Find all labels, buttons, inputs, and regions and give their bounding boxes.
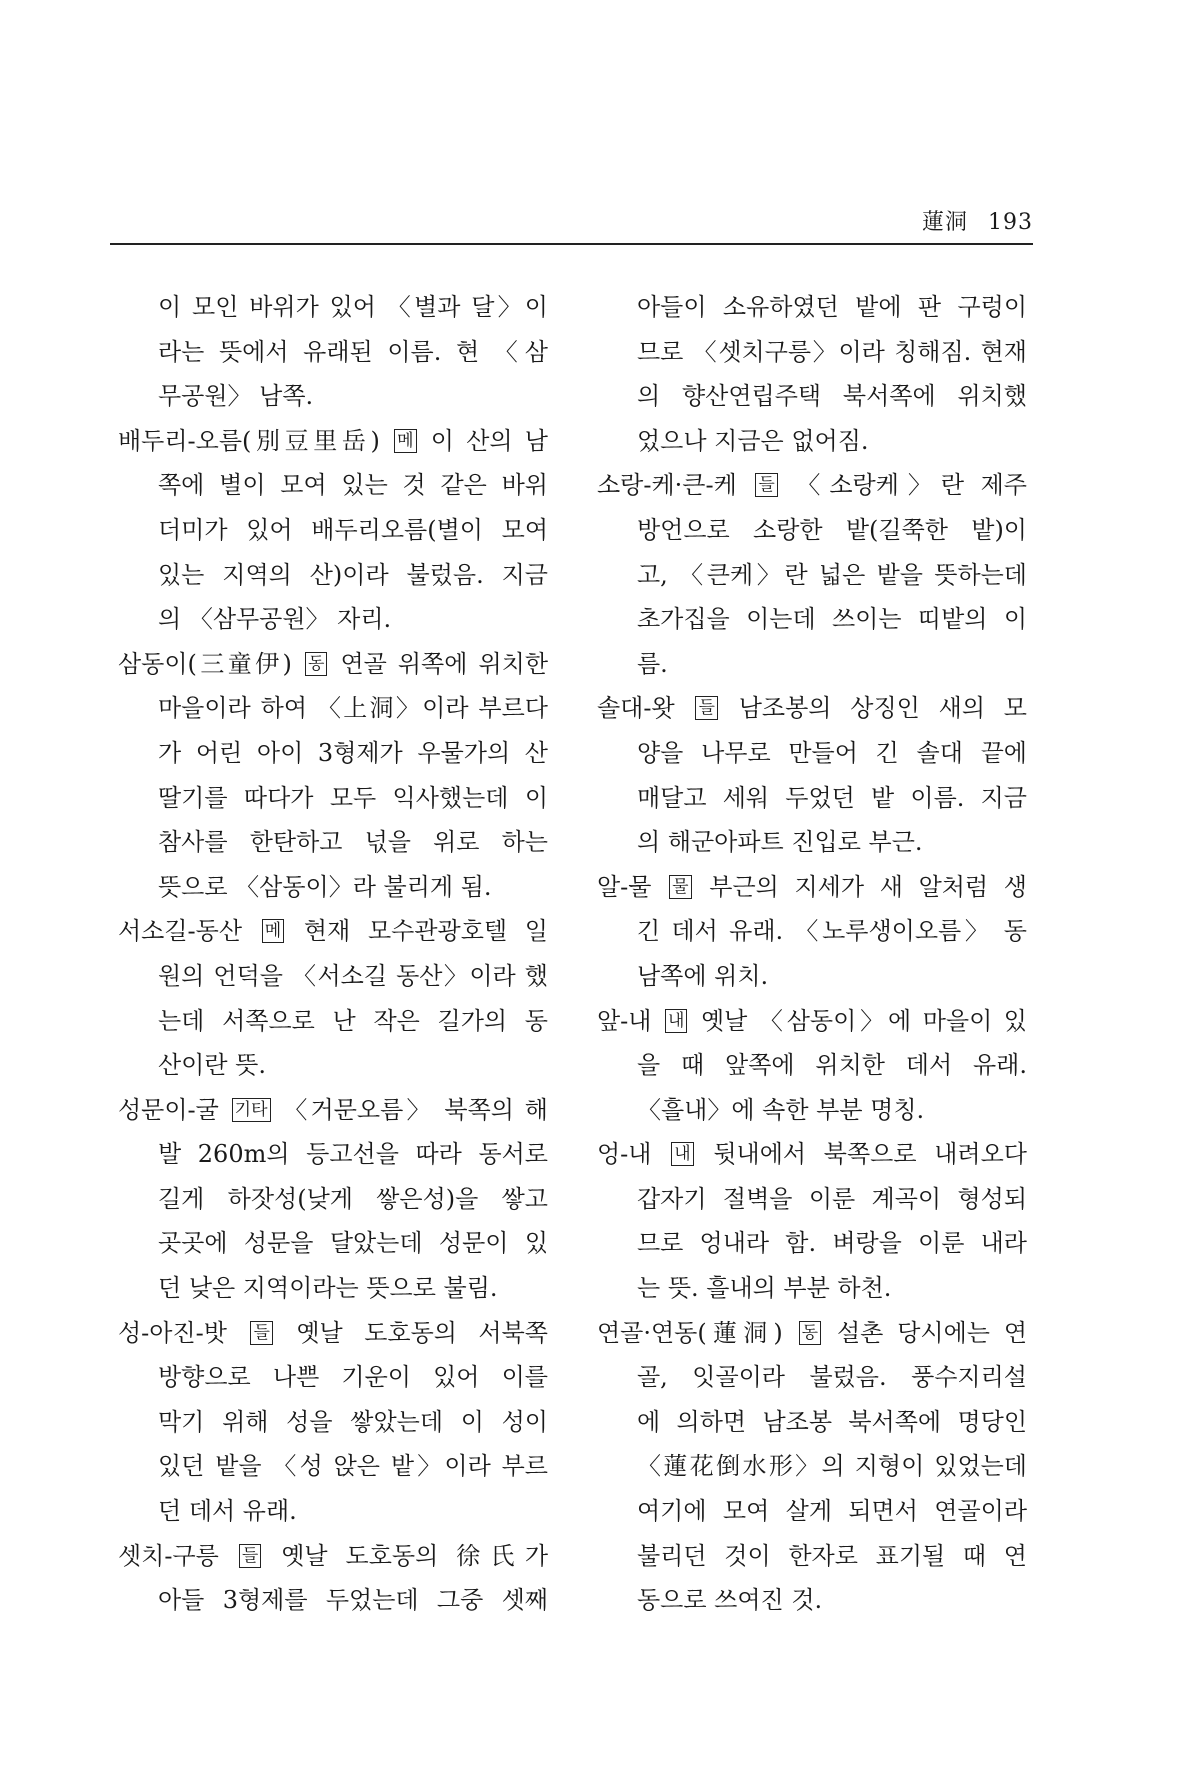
text-line: 에 의하면 남조봉 북서쪽에 명당인 xyxy=(637,1407,1027,1436)
text-line: 매달고 세워 두었던 밭 이름. 지금 xyxy=(637,783,1027,812)
entry-text: 옛날 도호동의 徐氏가 xyxy=(281,1541,548,1570)
entry-headword: 연골·연동(蓮洞) xyxy=(597,1318,783,1347)
category-badge: 들 xyxy=(755,473,777,497)
right-column xyxy=(597,285,1027,1623)
entry-headword-line xyxy=(118,1311,548,1356)
text-line: 불리던 것이 한자로 표기될 때 연 xyxy=(637,1541,1027,1570)
entry-text: 뒷내에서 북쪽으로 내려오다 xyxy=(713,1140,1027,1169)
text-line: 마을이라 하여 〈上洞〉이라 부르다 xyxy=(158,694,548,723)
text-line: 막기 위해 성을 쌓았는데 이 성이 xyxy=(158,1407,548,1436)
text-line: 는 뜻. 흘내의 부분 하천. xyxy=(637,1274,892,1303)
entry-headword-line xyxy=(118,1088,548,1133)
entry-text: 현재 모수관광호텔 일 xyxy=(303,917,548,946)
text-line: 므로 엉내라 함. 벼랑을 이룬 내라 xyxy=(637,1229,1027,1258)
text-line: 동으로 쓰여진 것. xyxy=(637,1586,823,1615)
entry-headword-line xyxy=(597,686,1027,731)
text-line: 남쪽에 위치. xyxy=(637,961,769,990)
text-line: 길게 하잣성(낮게 쌓은성)을 쌓고 xyxy=(158,1184,548,1213)
text-line: 아들이 소유하였던 밭에 판 구렁이 xyxy=(637,293,1027,321)
text-line: 산이란 뜻. xyxy=(158,1051,266,1080)
category-badge: 들 xyxy=(695,696,717,720)
text-line: 발 260m의 등고선을 따라 동서로 xyxy=(158,1140,548,1169)
category-badge: 메 xyxy=(262,919,284,943)
entry-text: 〈거문오름〉 북쪽의 해 xyxy=(283,1095,548,1124)
category-badge: 내 xyxy=(665,1009,687,1033)
text-line: 〈蓮花倒水形〉의 지형이 있었는데 xyxy=(637,1452,1027,1481)
text-line: 라는 뜻에서 유래된 이름. 현 〈삼 xyxy=(158,337,548,366)
entry-headword-line xyxy=(597,865,1027,910)
category-badge: 메 xyxy=(394,429,416,453)
category-badge: 들 xyxy=(239,1544,261,1568)
entry-headword: 셋치-구릉 xyxy=(118,1541,219,1570)
text-line: 므로 〈셋치구릉〉이라 칭해짐. 현재 xyxy=(637,337,1027,366)
entry-headword: 소랑-케·큰-케 xyxy=(597,471,737,500)
section-title: 蓮洞 xyxy=(921,210,968,235)
text-line: 참사를 한탄하고 넋을 위로 하는 xyxy=(158,828,548,857)
entry-text: 이 산의 남 xyxy=(430,426,548,455)
text-line: 〈흘내〉에 속한 부분 명칭. xyxy=(637,1095,925,1124)
entry-headword: 알-물 xyxy=(597,872,652,901)
entry-headword-line xyxy=(118,1534,548,1579)
text-line: 있던 밭을 〈성 앉은 밭〉이라 부르 xyxy=(158,1452,548,1481)
header-text xyxy=(922,205,1033,236)
entry-headword-line xyxy=(597,999,1027,1044)
category-badge: 기타 xyxy=(232,1098,271,1122)
text-line: 있는 지역의 산)이라 불렀음. 지금 xyxy=(158,560,548,589)
text-line: 고, 〈큰케〉란 넓은 밭을 뜻하는데 xyxy=(637,560,1027,589)
entry-headword: 성문이-굴 xyxy=(118,1095,219,1124)
text-line: 딸기를 따다가 모두 익사했는데 이 xyxy=(158,783,548,812)
entry-headword-line xyxy=(597,1132,1027,1177)
text-line: 었으나 지금은 없어짐. xyxy=(637,426,869,455)
category-badge: 동 xyxy=(799,1321,821,1345)
entry-headword: 서소길-동산 xyxy=(118,917,243,946)
text-line: 뜻으로 〈삼동이〉라 불리게 됨. xyxy=(158,872,492,901)
entry-headword: 성-아진-밧 xyxy=(118,1318,227,1347)
entry-headword-line xyxy=(118,419,548,464)
entry-headword: 솔대-왓 xyxy=(597,694,675,723)
entry-text: 연골 위쪽에 위치한 xyxy=(340,649,548,678)
entry-text: 설촌 당시에는 연 xyxy=(836,1318,1027,1347)
entry-headword: 삼동이(三童伊) xyxy=(118,649,292,678)
text-line: 아들 3형제를 두었는데 그중 셋째 xyxy=(158,1586,548,1615)
text-line: 가 어린 아이 3형제가 우물가의 산 xyxy=(158,738,548,767)
text-line: 무공원〉 남쪽. xyxy=(158,382,314,411)
text-line: 긴 데서 유래. 〈노루생이오름〉 동 xyxy=(637,917,1027,946)
entry-headword: 배두리-오름(別豆里岳) xyxy=(118,426,380,455)
text-line: 곳곳에 성문을 달았는데 성문이 있 xyxy=(158,1229,548,1258)
text-line: 초가집을 이는데 쓰이는 띠밭의 이 xyxy=(637,605,1027,634)
text-line: 을 때 앞쪽에 위치한 데서 유래. xyxy=(637,1051,1027,1080)
entry-headword-line xyxy=(118,909,548,954)
text-line: 이 모인 바위가 있어 〈별과 달〉이 xyxy=(158,293,548,321)
entry-headword-line xyxy=(597,1311,1027,1356)
entry-headword: 앞-내 xyxy=(597,1006,652,1035)
text-line: 는데 서쪽으로 난 작은 길가의 동 xyxy=(158,1006,548,1035)
entry-headword-line xyxy=(597,463,1027,508)
entry-text: 옛날 도호동의 서북쪽 xyxy=(296,1318,548,1347)
entry-text: 부근의 지세가 새 알처럼 생 xyxy=(709,872,1027,901)
category-badge: 내 xyxy=(671,1142,693,1166)
entry-text: 옛날 〈삼동이〉에 마을이 있 xyxy=(700,1006,1027,1035)
text-line: 여기에 모여 살게 되면서 연골이라 xyxy=(637,1497,1027,1526)
text-line: 의 해군아파트 진입로 부근. xyxy=(637,828,923,857)
text-line: 방향으로 나쁜 기운이 있어 이를 xyxy=(158,1363,548,1392)
category-badge: 물 xyxy=(669,875,691,899)
text-line: 원의 언덕을 〈서소길 동산〉이라 했 xyxy=(158,961,548,990)
text-line: 더미가 있어 배두리오름(별이 모여 xyxy=(158,515,548,544)
text-line: 던 낮은 지역이라는 뜻으로 불림. xyxy=(158,1274,498,1303)
header-rule xyxy=(110,243,1033,245)
category-badge: 들 xyxy=(250,1321,272,1345)
text-line: 양을 나무로 만들어 긴 솔대 끝에 xyxy=(637,738,1027,767)
text-line: 름. xyxy=(637,649,668,678)
running-header xyxy=(110,205,1033,245)
text-line: 골, 잇골이라 불렀음. 풍수지리설 xyxy=(637,1363,1027,1392)
text-line: 갑자기 절벽을 이룬 계곡이 형성되 xyxy=(637,1184,1027,1213)
text-line: 의 〈삼무공원〉 자리. xyxy=(158,605,392,634)
entry-text: 〈소랑케〉란 제주 xyxy=(796,471,1027,500)
text-line: 의 향산연립주택 북서쪽에 위치했 xyxy=(637,382,1027,411)
text-line: 방언으로 소랑한 밭(길쭉한 밭)이 xyxy=(637,515,1027,544)
page-number: 193 xyxy=(988,210,1033,235)
entry-text: 남조봉의 상징인 새의 모 xyxy=(738,694,1027,723)
entry-headword-line xyxy=(118,642,548,687)
text-line: 쪽에 별이 모여 있는 것 같은 바위 xyxy=(158,471,548,500)
text-line: 던 데서 유래. xyxy=(158,1497,297,1526)
left-column xyxy=(118,285,548,1623)
entry-headword: 엉-내 xyxy=(597,1140,652,1169)
category-badge: 동 xyxy=(305,652,327,676)
